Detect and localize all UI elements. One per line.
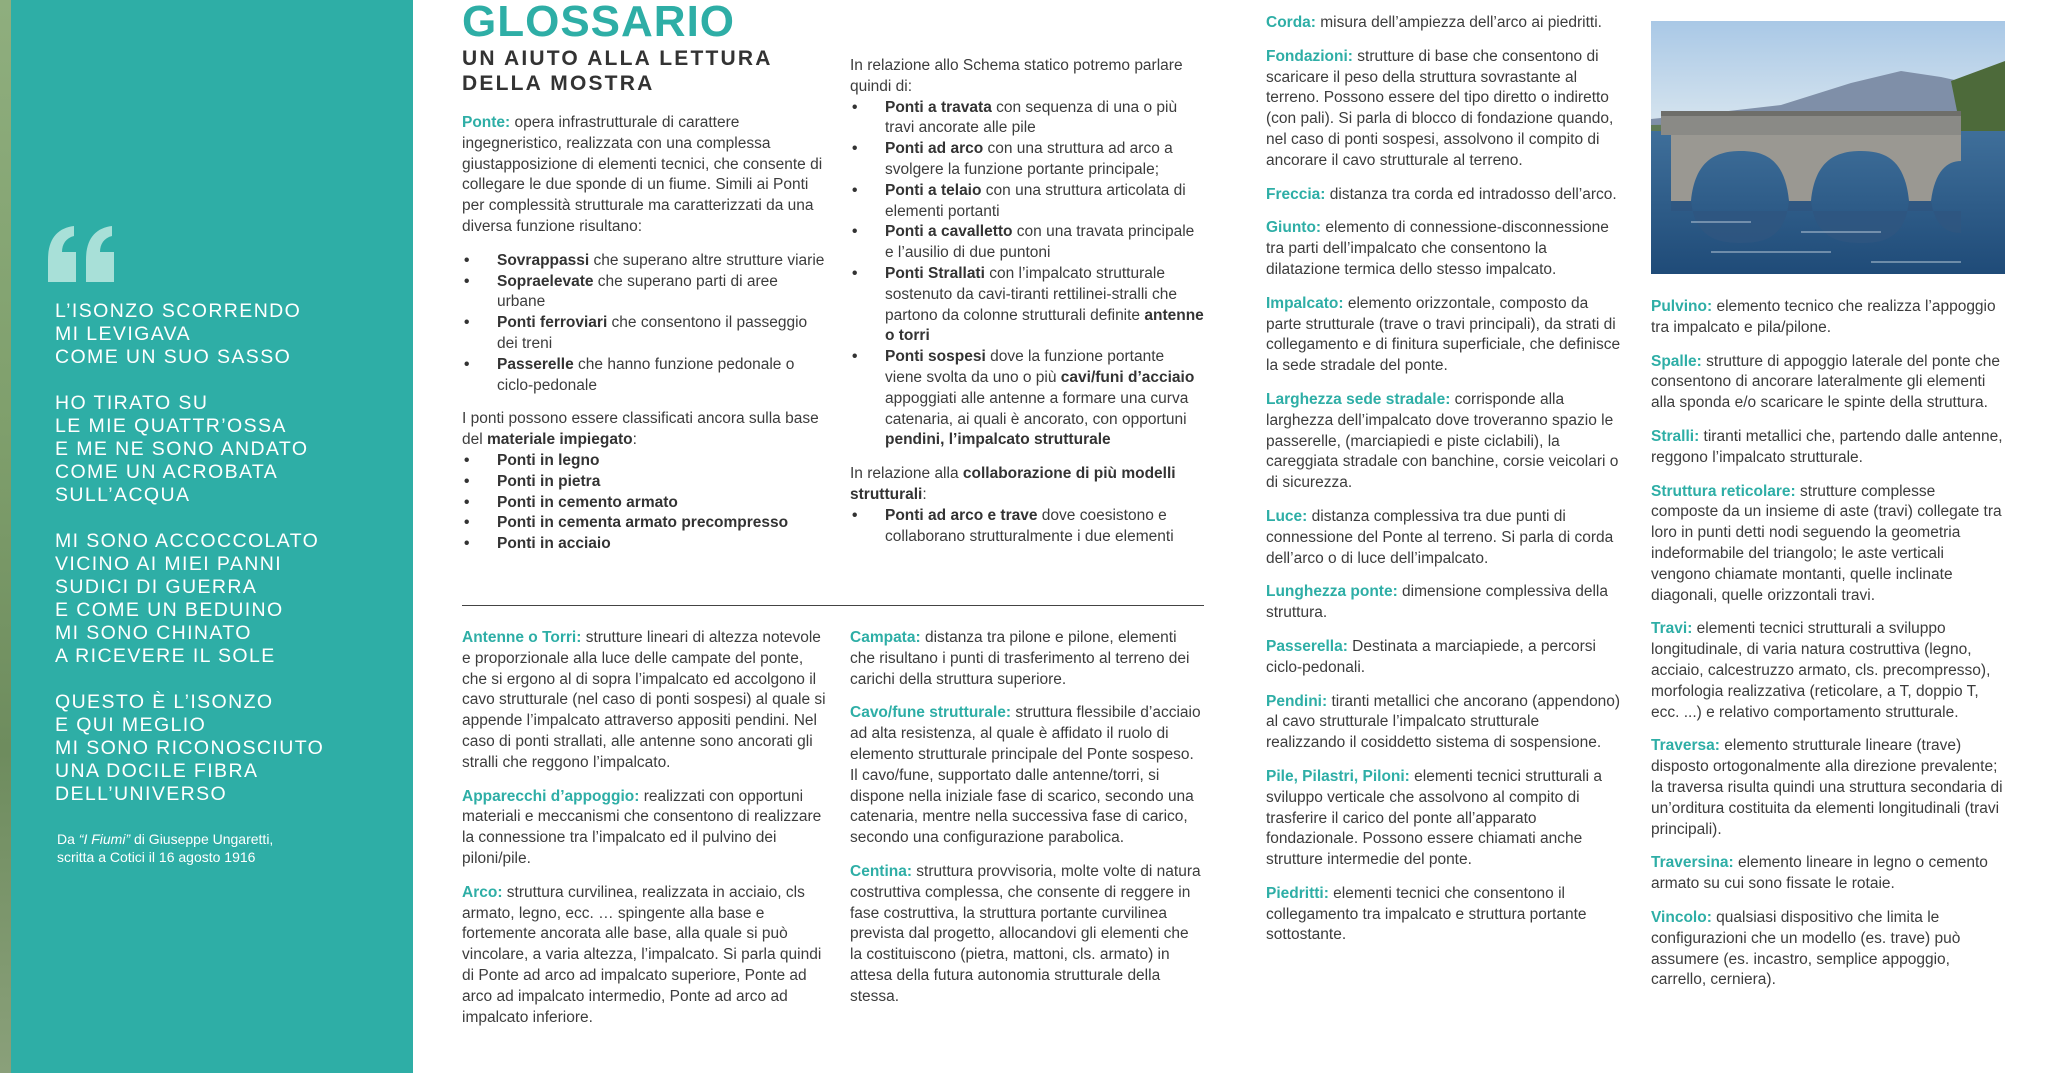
glossary-entry	[1266, 582, 1621, 624]
glossary-entry	[1651, 482, 2005, 607]
glossary-term: Freccia:	[1266, 185, 1326, 203]
glossary-term: Fondazioni:	[1266, 47, 1353, 65]
list-item	[462, 313, 828, 355]
list-item	[462, 534, 828, 555]
glossary-definition: elementi tecnici strutturali a sviluppo longitudinale, di varia natura costruttiva (legno, acciaio, calcestruzzo armato, cls. precompresso), morfologia realizzativa (reticolare, a T, doppio T, ecc. ...) e relativo comportamento strutturale.	[1651, 620, 1991, 721]
glossary-term: Apparecchi d’appoggio:	[462, 787, 640, 805]
glossary-term: Pendini:	[1266, 692, 1328, 710]
glossary-term: Piedritti:	[1266, 884, 1329, 902]
list-item	[850, 264, 1204, 347]
glossary-entry	[1266, 294, 1621, 377]
list-item-text: con una struttura ad arco a svolgere la funzione portante principale;	[885, 140, 1173, 178]
glossary-definition: corrisponde alla larghezza dell’impalcato dove troveranno spazio le passerelle, (marciapiedi e piste ciclabili), la careggiata stradale con banchine, corsie veicolari o di sicurezza.	[1266, 390, 1619, 492]
list-item-term: Ponti ad arco e trave	[885, 506, 1038, 524]
poem-line: LE MIE QUATTR’OSSA	[55, 415, 287, 437]
glossary-definition: distanza tra corda ed intradosso dell’arco.	[1325, 185, 1617, 203]
list-item-text: dove la funzione portante viene svolta da uno o più	[885, 348, 1165, 386]
poem-line: E ME NE SONO ANDATO	[55, 438, 309, 460]
list-item	[462, 272, 828, 314]
list-item-text: con una struttura articolata di elementi portanti	[885, 181, 1186, 220]
glossary-term: Stralli:	[1651, 427, 1700, 445]
list-item	[462, 513, 828, 534]
poem-stanza	[55, 392, 395, 507]
poem-line: COME UN SUO SASSO	[55, 346, 292, 368]
glossary-definition: tiranti metallici che, partendo dalle antenne, reggono l’impalcato strutturale.	[1651, 427, 2003, 466]
list-item	[850, 222, 1204, 264]
glossary-definition: elementi tecnici che consentono il collegamento tra impalcato e struttura portante sottostante.	[1266, 884, 1587, 944]
glossary-entry	[1651, 736, 2005, 840]
page-title: GLOSSARIO	[462, 0, 736, 46]
glossary-entry	[1651, 297, 2005, 339]
bridge-photo	[1651, 21, 2005, 274]
glossary-term: Struttura reticolare:	[1651, 482, 1796, 500]
list-item-term: cavi/funi d’acciaio	[1060, 368, 1195, 386]
glossary-definition: elemento tecnico che realizza l’appoggio tra impalcato e pila/pilone.	[1651, 298, 1996, 336]
materiali-list	[462, 451, 828, 555]
glossary-definition: struttura curvilinea, realizzata in acciaio, cls armato, legno, ecc. … spingente alla base e fortemente ancorata alle base, alla quale si può vincolare, a varia altezza, l’impalcato. Si parla quindi di Ponte ad arco ad impalcato superiore, Ponte ad arco ad impalcato intermedio, Ponte ad arco ad impalcato inferiore.	[462, 883, 822, 1026]
list-item	[850, 98, 1204, 140]
divider	[462, 605, 1204, 606]
poem-line: UNA DOCILE FIBRA	[55, 760, 259, 782]
list-item-term: Ponti a cavalletto	[885, 223, 1013, 241]
glossary-term: Passerella:	[1266, 637, 1348, 655]
glossary-entry	[850, 628, 1204, 690]
glossary-term: Pile, Pilastri, Piloni:	[1266, 767, 1410, 785]
poem	[55, 300, 395, 829]
list-item	[462, 493, 828, 514]
glossary-entry	[1266, 637, 1621, 679]
glossary-definition: tiranti metallici che ancorano (appendono) al cavo strutturale l’impalcato strutturale realizzando il cosiddetto sistema di sospensione.	[1266, 692, 1621, 752]
glossary-entry	[462, 787, 828, 870]
list-item-text: che consentono il passeggio dei treni	[497, 314, 808, 352]
list-item-term: Ponti sospesi	[885, 348, 986, 366]
glossary-term: Corda:	[1266, 14, 1316, 31]
poem-line: SULL’ACQUA	[55, 484, 191, 506]
glossary-term: Campata:	[850, 629, 921, 646]
list-item	[850, 139, 1204, 181]
glossary-entry	[1651, 427, 2005, 469]
poem-line: MI LEVIGAVA	[55, 323, 192, 345]
list-item	[462, 472, 828, 493]
decorative-edge	[0, 0, 11, 1073]
glossary-definition: elemento lineare in legno o cemento armato su cui sono fissate le rotaie.	[1651, 854, 1988, 893]
glossary-term: Luce:	[1266, 507, 1308, 525]
poem-line: DELL’UNIVERSO	[55, 783, 228, 805]
list-item-term: Ponti a travata	[885, 98, 992, 116]
glossary-entry	[1651, 908, 2005, 991]
glossary-term: Impalcato:	[1266, 294, 1344, 312]
glossary-definition: struttura provvisoria, molte volte di natura costruttiva complessa, che consente di reggere in fase costruttiva, la struttura portante curvilinea prevista dal progetto, allocandovi gli elementi che la costituiscono (pietra, mattoni, cls. armato) in attesa della futura autonomia strutturale della stessa.	[850, 862, 1201, 1005]
glossary-term: Vincolo:	[1651, 908, 1712, 926]
glossary-entry	[1266, 767, 1621, 871]
glossary-term: Pulvino:	[1651, 298, 1713, 315]
glossary-definition: strutture lineari di altezza notevole e proporzionale alla luce delle campate del ponte, che si ergono al di sopra l’impalcato ed accolgono il cavo strutturale (nel caso di ponti sospesi) al quale si appende l’impalcato attraverso appositi pendini. Nel caso di ponti strallati, alle antenne sono ancorati gli stralli che reggono l’impalcato.	[462, 629, 826, 771]
ponte-types-list	[462, 251, 828, 397]
list-item-term: pendini, l’impalcato strutturale	[885, 431, 1111, 449]
list-item-text: dove coesistono e collaborano strutturalmente i due elementi	[885, 506, 1174, 545]
page-subtitle: UN AIUTO ALLA LETTURA DELLA MOSTRA	[462, 47, 773, 95]
list-item-term: Ponti in legno	[497, 451, 600, 469]
glossary-entry	[1266, 13, 1621, 34]
poem-line: HO TIRATO SU	[55, 392, 209, 414]
list-item-term: Sovrappassi	[497, 251, 590, 269]
glossary-term: Centina:	[850, 862, 912, 880]
list-item-text: appoggiati alle antenne a formare una curva catenaria, ai quali è ancorato, con opportuni	[885, 389, 1189, 428]
poem-line: MI SONO CHINATO	[55, 622, 252, 644]
glossary-term: Spalle:	[1651, 352, 1702, 370]
glossary-definition: qualsiasi dispositivo che limita le configurazioni che un modello (es. trave) può assumere (es. incastro, semplice appoggio, carrello, cerniera).	[1651, 908, 1961, 989]
list-item-term: Ponti ad arco	[885, 140, 984, 158]
poem-line: L’ISONZO SCORRENDO	[55, 300, 302, 322]
list-item-term: Ponti in cemento armato	[497, 493, 678, 511]
glossary-definition: misura dell’ampiezza dell’arco ai piedritti.	[1315, 14, 1602, 31]
poem-attribution: Da “I Fiumi” di Giuseppe Ungaretti, scritta a Cotici il 16 agosto 1916	[57, 831, 274, 865]
list-item-text: con sequenza di una o più travi ancorate alle pile	[885, 98, 1178, 137]
glossary-term: Lunghezza ponte:	[1266, 583, 1398, 601]
glossary-column-3	[1266, 13, 1621, 959]
list-item-term: Ponti ferroviari	[497, 314, 608, 332]
glossary-entry	[1266, 47, 1621, 172]
list-item-term: Ponti a telaio	[885, 181, 982, 199]
glossary-definition: realizzati con opportuni materiali e meccanismi che consentono di realizzare la connessione tra l’impalcato ed il pulvino dei piloni/pile.	[462, 787, 822, 867]
poem-stanza	[55, 300, 395, 369]
glossary-definition: distanza complessiva tra due punti di connessione del Ponte al terreno. Si parla di corda dell’arco o di luce dell’impalcato.	[1266, 507, 1614, 567]
list-item	[462, 355, 828, 397]
schema-section: In relazione allo Schema statico potremo parlare quindi di: • Ponti a travata con sequenza di una o più travi ancorate alle pile • Ponti ad arco con una struttura ad arco a svolgere la funzione portante principale; • Ponti a telaio con una struttura articolata di elementi portanti • Ponti a cavalletto con una travata principale e l’ausilio di due puntoni • Ponti Strallati con l’impalcato strutturale sostenuto da cavi-tiranti rettilinei-stralli che partono da colonne strutturali definite antenne o torri • Ponti sospesi dove la funzione portante viene svolta da uno o più cavi/funi d’acciaio appoggiati alle antenne a formare una curva catenaria, ai quali è ancorato, con opportuni pendini, l’impalcato strutturale In relazione alla collaborazione di più modelli strutturali: • Ponti ad arco e trave dove coesistono e collaborano strutturalmente i due elementi	[850, 56, 1204, 560]
glossary-term: Traversina:	[1651, 854, 1734, 872]
list-item	[850, 347, 1204, 451]
glossary-definition: strutture di base che consentono di scaricare il peso della struttura sovrastante al terreno. Possono essere del tipo diretto o indiretto (con pali). Si parla di blocco di fondazione quando, nel caso di ponti sospesi, assolvono il compito di ancorare il cavo strutturale al terreno.	[1266, 47, 1614, 169]
poem-line: QUESTO È L’ISONZO	[55, 691, 274, 713]
glossary-definition: elemento strutturale lineare (trave) disposto ortogonalmente alla direzione prevalente; la traversa risulta quindi una struttura secondaria di un’orditura costituita da elementi longitudinali (travi principali).	[1651, 737, 2003, 838]
glossary-term: Antenne o Torri:	[462, 629, 582, 646]
list-item-term: Sopraelevate	[497, 272, 594, 290]
list-item-term: Ponti in pietra	[497, 472, 601, 490]
glossary-definition: strutture complesse composte da un insieme di aste (travi) collegate tra loro in punti detti nodi seguendo la geometria indeformabile del triangolo; le aste verticali vengono chiamate montanti, quelle inclinate diagonali, quelle orizzontali travi.	[1651, 482, 2002, 604]
list-item-term: Passerelle	[497, 355, 574, 373]
glossary-entry	[462, 628, 828, 774]
glossary-term: Traversa:	[1651, 737, 1720, 755]
poem-line: COME UN ACROBATA	[55, 461, 279, 483]
glossary-term: Giunto:	[1266, 219, 1322, 237]
poem-line: MI SONO RICONOSCIUTO	[55, 737, 325, 759]
glossary-column-2	[850, 628, 1204, 1021]
glossary-column-1	[462, 628, 828, 1041]
glossary-definition: strutture di appoggio laterale del ponte che consentono di ancorare lateralmente gli elementi alla sponda e/o scaricare le spinte della struttura.	[1651, 352, 2000, 412]
glossary-definition: elemento orizzontale, composto da parte strutturale (trave o travi principali), da strati di collegamento e di finitura superficiale, che definisce la sede stradale del ponte.	[1266, 294, 1621, 375]
ponte-section: Ponte: opera infrastrutturale di carattere ingegneristico, realizzata con una complessa giustapposizione di elementi tecnici, che consente di collegare le due sponde di un fiume. Simili ai Ponti per complessità strutturale ma caratterizzati da una diversa funzione risultano: • Sovrappassi che superano altre strutture viarie • Sopraelevate che superano parti di aree urbane • Ponti ferroviari che consentono il passeggio dei treni • Passerelle che hanno funzione pedonale o ciclo-pedonale I ponti possono essere classificati ancora sulla base del materiale impiegato: • Ponti in legno • Ponti in pietra • Ponti in cemento armato • Ponti in cementa armato precompresso • Ponti in acciaio	[462, 113, 828, 568]
list-item	[850, 506, 1204, 548]
list-item-text: con una travata principale e l’ausilio di due puntoni	[885, 223, 1195, 262]
glossary-entry	[1266, 884, 1621, 946]
glossary-definition: distanza tra pilone e pilone, elementi che risultano i punti di trasferimento al terreno dei carichi della struttura superiore.	[850, 629, 1190, 688]
schema-types-list	[850, 98, 1204, 452]
glossary-entry	[1266, 185, 1621, 206]
poem-line: E QUI MEGLIO	[55, 714, 207, 736]
glossary-entry	[850, 703, 1204, 849]
glossary-definition: struttura flessibile d’acciaio ad alta resistenza, al quale è affidato il ruolo di elemento strutturale principale del Ponte sospeso. Il cavo/fune, supportato dalle antenne/torri, si dispone nella iniziale fase di scarico, secondo una catenaria, mentre nella successiva fase di carico, secondo una configurazione parabolica.	[850, 704, 1201, 847]
glossary-definition: elemento di connessione-disconnessione tra parti dell’impalcato che consentono la dilatazione termica dello stesso impalcato.	[1266, 219, 1609, 278]
list-item-text: con l’impalcato strutturale sostenuto da cavi-tiranti rettilinei-stralli che partono da colonne strutturali definite	[885, 264, 1178, 324]
glossary-entry	[1266, 692, 1621, 754]
list-item-text: che superano altre strutture viarie	[589, 251, 825, 269]
glossary-entry	[462, 883, 828, 1029]
list-item-term: Ponti in acciaio	[497, 535, 611, 553]
glossary-term: Travi:	[1651, 620, 1693, 638]
poem-line: E COME UN BEDUINO	[55, 599, 284, 621]
glossary-entry	[1651, 352, 2005, 414]
poem-stanza	[55, 530, 395, 668]
glossary-definition: Destinata a marciapiede, a percorsi ciclo-pedonali.	[1266, 637, 1596, 676]
glossary-entry	[1651, 619, 2005, 723]
poem-line: SUDICI DI GUERRA	[55, 576, 258, 598]
glossary-definition: elementi tecnici strutturali a sviluppo verticale che assolvono al compito di trasferire il carico del ponte all’apparato fondazionale. Possono essere chiamati anche strutture intermedie del ponte.	[1266, 767, 1602, 869]
poem-line: MI SONO ACCOCCOLATO	[55, 530, 320, 552]
list-item	[462, 451, 828, 472]
glossary-entry	[850, 862, 1204, 1008]
glossary-term: Arco:	[462, 883, 503, 901]
list-item-term: Ponti in cementa armato precompresso	[497, 514, 789, 532]
poem-stanza	[55, 691, 395, 806]
glossary-entry	[1266, 218, 1621, 280]
poem-line: VICINO AI MIEI PANNI	[55, 553, 283, 575]
list-item-term: Ponti Strallati	[885, 264, 985, 282]
glossary-column-4	[1651, 297, 2005, 1004]
list-item-text: che hanno funzione pedonale o ciclo-pedonale	[497, 355, 795, 394]
glossary-entry	[1651, 853, 2005, 895]
list-item	[850, 181, 1204, 223]
quote-icon	[44, 220, 124, 300]
list-item-text: che superano parti di aree urbane	[497, 272, 778, 311]
collab-types-list	[850, 506, 1204, 548]
glossary-term: Larghezza sede stradale:	[1266, 390, 1451, 408]
list-item	[462, 251, 828, 272]
glossary-entry	[1266, 390, 1621, 494]
poem-line: A RICEVERE IL SOLE	[55, 645, 276, 667]
list-item-term: antenne o torri	[885, 306, 1204, 345]
glossary-definition: dimensione complessiva della struttura.	[1266, 583, 1608, 622]
glossary-term: Cavo/fune strutturale:	[850, 704, 1012, 722]
glossary-entry	[1266, 507, 1621, 569]
